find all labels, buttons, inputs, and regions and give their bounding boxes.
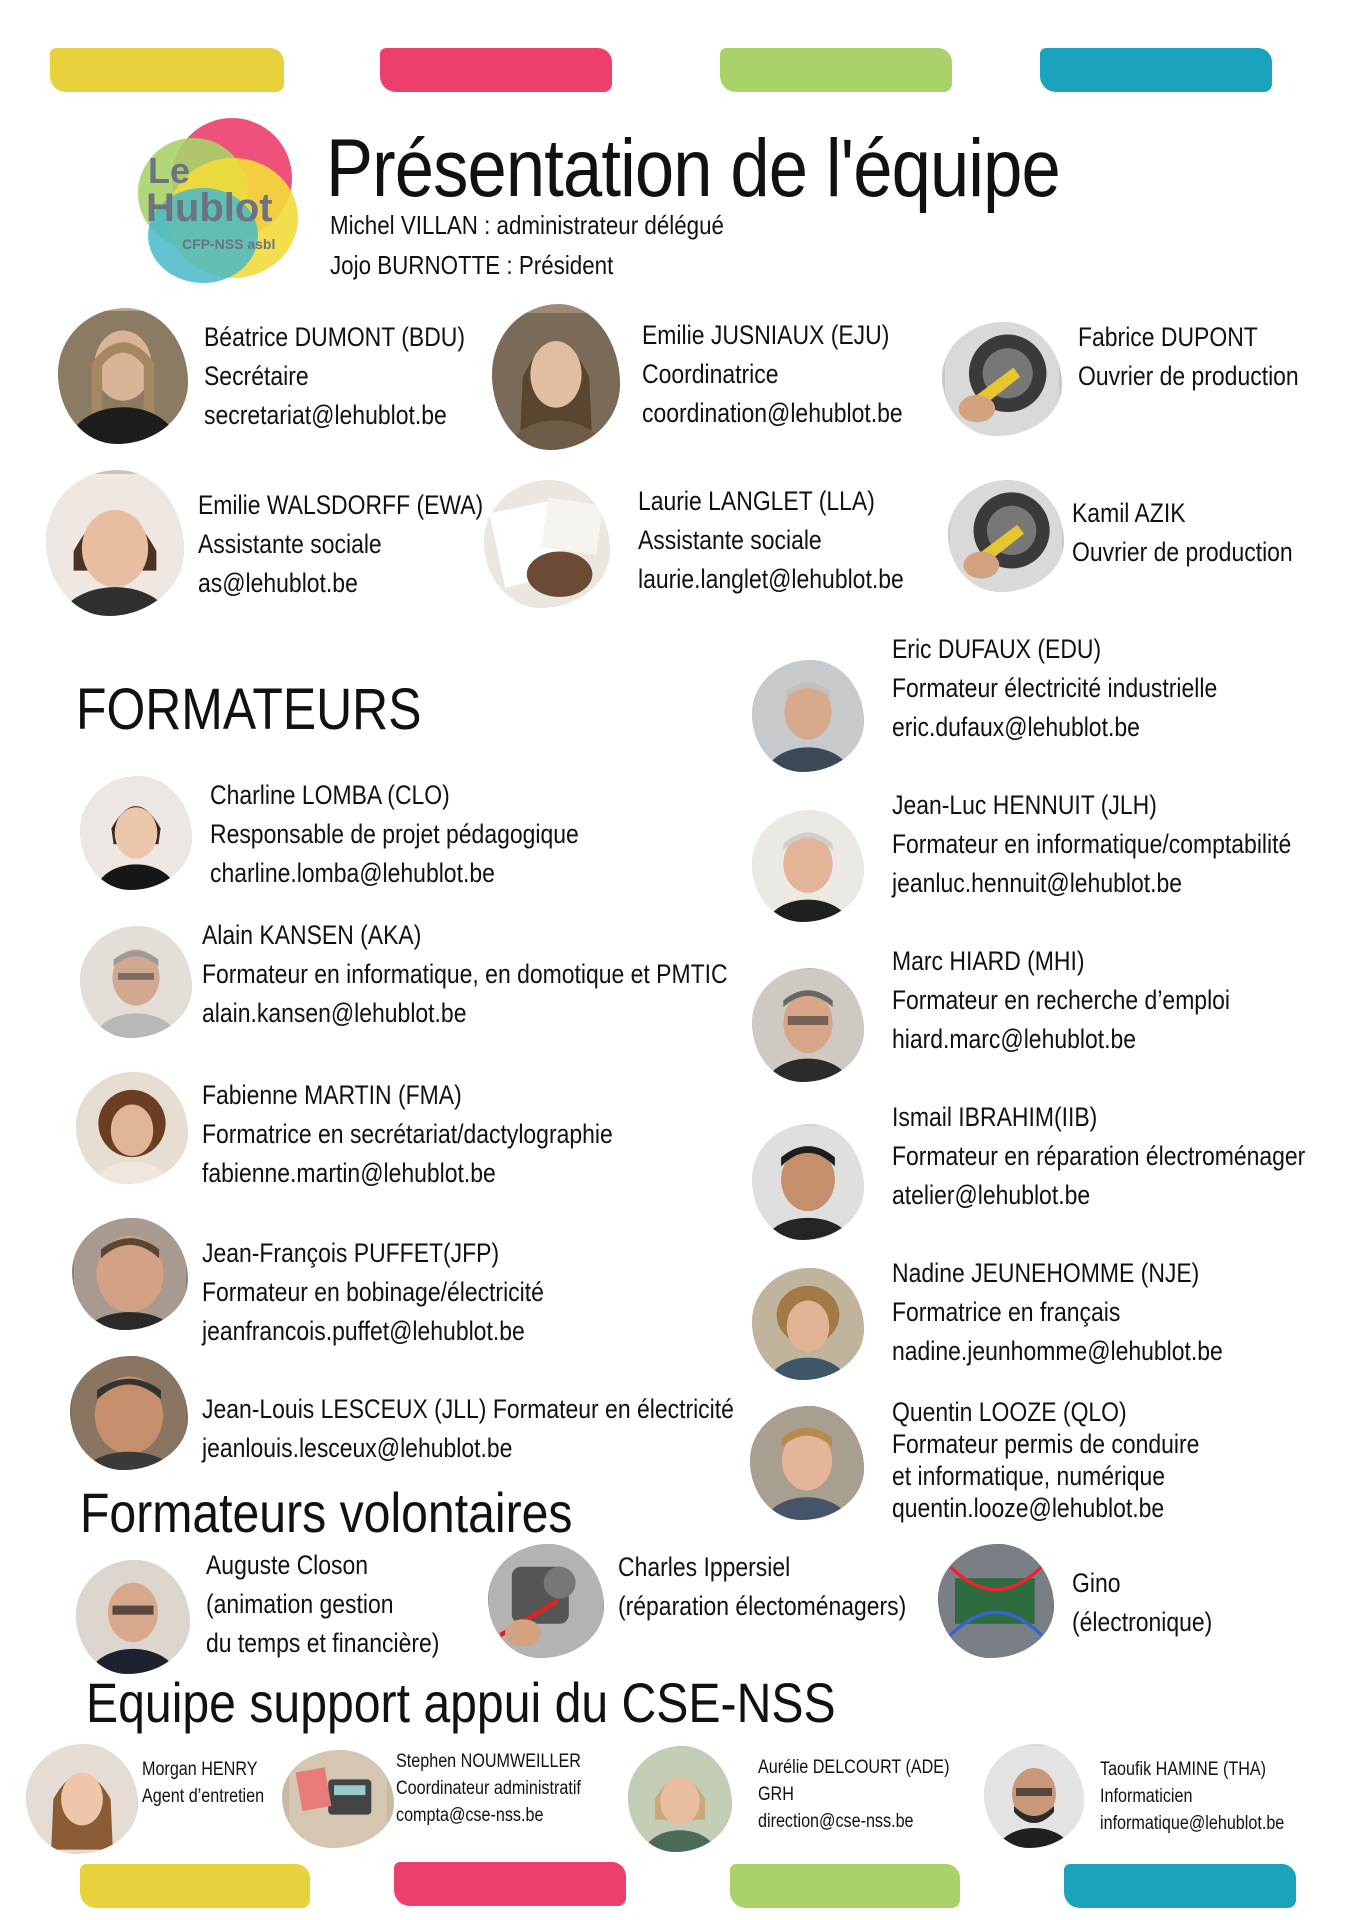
formateur-email[interactable]: charline.lomba@lehublot.be xyxy=(210,858,495,888)
brush-stroke-pink-top xyxy=(380,48,612,92)
formateur-name: Charline LOMBA (CLO) xyxy=(210,780,450,810)
photo-emilie-jusniaux xyxy=(492,304,620,450)
formateur-card-charline xyxy=(210,776,579,893)
photo-marc-hiard xyxy=(752,968,864,1082)
staff-role: Secrétaire xyxy=(204,361,309,391)
support-role: Coordinateur administratif xyxy=(396,1778,581,1799)
formateur-card-jean-luc xyxy=(892,786,1291,903)
staff-name: Fabrice DUPONT xyxy=(1078,322,1258,352)
header-line-administrator: Michel VILLAN : administrateur délégué xyxy=(330,210,724,240)
staff-name: Kamil AZIK xyxy=(1072,498,1186,528)
support-role: Agent d’entretien xyxy=(142,1786,265,1807)
brush-stroke-teal-top xyxy=(1040,48,1272,92)
formateur-role: Responsable de projet pédagogique xyxy=(210,819,579,849)
logo-line1: Le xyxy=(148,150,191,191)
formateur-email[interactable]: jeanluc.hennuit@lehublot.be xyxy=(892,868,1182,898)
photo-taoufik-hamine xyxy=(984,1744,1084,1848)
staff-card-emilie-walsdorff xyxy=(198,486,483,603)
formateur-email[interactable]: hiard.marc@lehublot.be xyxy=(892,1024,1137,1054)
photo-aurelie-delcourt xyxy=(628,1746,732,1852)
staff-email[interactable]: secretariat@lehublot.be xyxy=(204,400,447,430)
support-name: Stephen NOUMWEILLER xyxy=(396,1751,581,1772)
support-card-aurelie xyxy=(758,1754,949,1835)
support-card-morgan xyxy=(142,1756,264,1810)
formateur-role: Formatrice en secrétariat/dactylographie xyxy=(202,1119,613,1149)
support-card-stephen xyxy=(396,1748,581,1829)
formateur-name: Fabienne MARTIN (FMA) xyxy=(202,1080,462,1110)
volontaire-role: (animation gestion xyxy=(206,1589,394,1619)
staff-name: Emilie JUSNIAUX (EJU) xyxy=(642,320,890,350)
photo-jean-louis-lesceux xyxy=(70,1356,188,1470)
support-name: Taoufik HAMINE (THA) xyxy=(1100,1759,1267,1780)
formateur-email[interactable]: atelier@lehublot.be xyxy=(892,1180,1091,1210)
formateur-card-quentin xyxy=(892,1396,1199,1524)
staff-name: Emilie WALSDORFF (EWA) xyxy=(198,490,484,520)
photo-kamil-azik xyxy=(948,480,1064,592)
support-name: Aurélie DELCOURT (ADE) xyxy=(758,1757,950,1778)
volontaire-name: Auguste Closon xyxy=(206,1550,369,1580)
formateur-card-eric xyxy=(892,630,1217,747)
staff-card-emilie-jusniaux xyxy=(642,316,903,433)
support-name: Morgan HENRY xyxy=(142,1759,258,1780)
formateur-name: Eric DUFAUX (EDU) xyxy=(892,634,1102,664)
volontaire-name: Charles Ippersiel xyxy=(618,1552,791,1582)
volontaire-role: (réparation électoménagers) xyxy=(618,1591,907,1621)
formateur-role: Formateur électricité industrielle xyxy=(892,673,1218,703)
staff-name: Béatrice DUMONT (BDU) xyxy=(204,322,465,352)
brush-stroke-teal-bottom xyxy=(1064,1864,1296,1908)
brush-stroke-yellow-top xyxy=(50,48,284,92)
formateur-name: Jean-François PUFFET(JFP) xyxy=(202,1238,500,1268)
staff-role: Assistante sociale xyxy=(198,529,382,559)
formateur-email[interactable]: alain.kansen@lehublot.be xyxy=(202,998,467,1028)
formateur-card-jean-louis xyxy=(202,1390,734,1468)
photo-quentin-looze xyxy=(750,1406,864,1520)
header-line-president: Jojo BURNOTTE : Président xyxy=(330,250,614,280)
formateur-email[interactable]: jeanfrancois.puffet@lehublot.be xyxy=(202,1316,525,1346)
photo-charline-lomba xyxy=(80,776,192,890)
brush-stroke-yellow-bottom xyxy=(80,1864,310,1908)
photo-fabrice-dupont xyxy=(942,322,1062,436)
formateur-email[interactable]: fabienne.martin@lehublot.be xyxy=(202,1158,496,1188)
staff-email[interactable]: as@lehublot.be xyxy=(198,568,358,598)
staff-card-fabrice xyxy=(1078,318,1299,396)
formateur-name: Jean-Louis LESCEUX (JLL) Formateur en électricité xyxy=(202,1394,734,1424)
formateur-role: Formateur en bobinage/électricité xyxy=(202,1277,544,1307)
formateur-email[interactable]: nadine.jeunhomme@lehublot.be xyxy=(892,1336,1223,1366)
formateur-name: Ismail IBRAHIM(IIB) xyxy=(892,1102,1098,1132)
formateur-card-alain xyxy=(202,916,728,1033)
logo-line3: CFP-NSS asbl xyxy=(182,236,276,252)
staff-role: Assistante sociale xyxy=(638,525,822,555)
formateur-name: Jean-Luc HENNUIT (JLH) xyxy=(892,790,1157,820)
brush-stroke-pink-bottom xyxy=(394,1862,626,1906)
formateur-role: Formateur en informatique, en domotique et PMTIC xyxy=(202,959,728,989)
photo-laurie-langlet xyxy=(484,480,610,608)
formateur-role-line2: et informatique, numérique xyxy=(892,1461,1166,1491)
formateur-role: Formateur en informatique/comptabilité xyxy=(892,829,1292,859)
photo-beatrice-dumont xyxy=(58,308,188,444)
section-title-support: Equipe support appui du CSE-NSS xyxy=(86,1671,836,1734)
support-role: Informaticien xyxy=(1100,1786,1193,1807)
formateur-role: Formateur en recherche d’emploi xyxy=(892,985,1231,1015)
photo-morgan-henry xyxy=(26,1744,138,1854)
photo-ismail-ibrahim xyxy=(752,1124,864,1240)
support-email[interactable]: informatique@lehublot.be xyxy=(1100,1813,1285,1834)
section-title-volontaires: Formateurs volontaires xyxy=(80,1481,573,1544)
photo-alain-kansen xyxy=(80,926,192,1038)
staff-role: Coordinatrice xyxy=(642,359,779,389)
formateur-card-ismail xyxy=(892,1098,1305,1215)
formateur-card-jean-francois xyxy=(202,1234,544,1351)
volontaire-name: Gino xyxy=(1072,1568,1121,1598)
staff-email[interactable]: coordination@lehublot.be xyxy=(642,398,903,428)
formateur-name: Alain KANSEN (AKA) xyxy=(202,920,422,950)
brush-stroke-green-bottom xyxy=(730,1864,960,1908)
volontaire-card-auguste xyxy=(206,1546,439,1663)
formateur-email[interactable]: eric.dufaux@lehublot.be xyxy=(892,712,1140,742)
photo-gino xyxy=(938,1544,1054,1658)
staff-name: Laurie LANGLET (LLA) xyxy=(638,486,875,516)
photo-auguste-closon xyxy=(76,1560,190,1674)
staff-role: Ouvrier de production xyxy=(1078,361,1299,391)
formateur-card-nadine xyxy=(892,1254,1223,1371)
formateur-role: Formateur permis de conduire xyxy=(892,1429,1200,1459)
volontaire-card-charles xyxy=(618,1548,906,1626)
formateur-name: Nadine JEUNEHOMME (NJE) xyxy=(892,1258,1200,1288)
formateur-role: Formatrice en français xyxy=(892,1297,1121,1327)
photo-stephen-noumweiller xyxy=(282,1750,394,1848)
formateur-role: Formateur en réparation électroménager xyxy=(892,1141,1306,1171)
brush-stroke-green-top xyxy=(720,48,952,92)
photo-nadine-jeunehomme xyxy=(752,1268,864,1380)
staff-card-kamil xyxy=(1072,494,1293,572)
volontaire-role-line2: du temps et financière) xyxy=(206,1628,440,1658)
logo-line2: Hublot xyxy=(146,186,273,230)
formateur-email[interactable]: quentin.looze@lehublot.be xyxy=(892,1493,1165,1523)
page-title: Présentation de l'équipe xyxy=(326,123,1060,214)
formateur-name: Marc HIARD (MHI) xyxy=(892,946,1085,976)
photo-charles-ippersiel xyxy=(488,1544,604,1658)
photo-emilie-walsdorff xyxy=(46,470,184,616)
support-card-taoufik xyxy=(1100,1756,1284,1837)
section-title-formateurs: FORMATEURS xyxy=(76,677,422,742)
formateur-card-marc xyxy=(892,942,1230,1059)
volontaire-card-gino xyxy=(1072,1564,1212,1642)
staff-card-laurie xyxy=(638,482,904,599)
photo-fabienne-martin xyxy=(76,1072,188,1184)
photo-jean-luc-hennuit xyxy=(752,810,864,922)
support-email[interactable]: direction@cse-nss.be xyxy=(758,1811,914,1832)
staff-card-beatrice xyxy=(204,318,465,435)
formateur-name: Quentin LOOZE (QLO) xyxy=(892,1397,1127,1427)
volontaire-role: (électronique) xyxy=(1072,1607,1213,1637)
staff-role: Ouvrier de production xyxy=(1072,537,1293,567)
photo-jean-francois-puffet xyxy=(72,1218,188,1330)
support-email[interactable]: compta@cse-nss.be xyxy=(396,1805,544,1826)
le-hublot-logo xyxy=(138,118,304,284)
support-role: GRH xyxy=(758,1784,794,1805)
formateur-card-fabienne xyxy=(202,1076,613,1193)
staff-email[interactable]: laurie.langlet@lehublot.be xyxy=(638,564,904,594)
formateur-email[interactable]: jeanlouis.lesceux@lehublot.be xyxy=(202,1433,513,1463)
photo-eric-dufaux xyxy=(752,660,864,772)
